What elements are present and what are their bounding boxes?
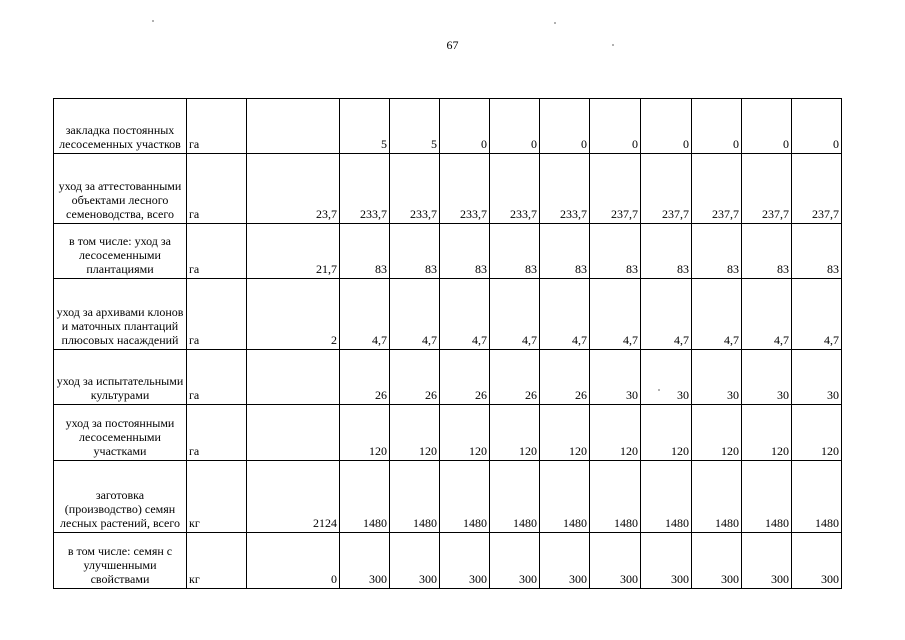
row-value: 0 bbox=[540, 99, 590, 154]
table-row bbox=[54, 279, 842, 350]
row-value bbox=[247, 350, 340, 405]
row-value: 83 bbox=[742, 224, 792, 279]
table-row bbox=[54, 154, 842, 224]
row-value: 83 bbox=[792, 224, 842, 279]
row-label: в том числе: семян с улучшенными свойствами bbox=[54, 533, 187, 589]
row-value: 1480 bbox=[742, 461, 792, 533]
scan-speck bbox=[152, 20, 154, 22]
row-value: 300 bbox=[641, 533, 692, 589]
row-value bbox=[247, 405, 340, 461]
row-value: 120 bbox=[742, 405, 792, 461]
row-value: 1480 bbox=[792, 461, 842, 533]
row-value: 4,7 bbox=[340, 279, 390, 350]
row-value: 237,7 bbox=[792, 154, 842, 224]
row-value: 0 bbox=[590, 99, 641, 154]
row-label: заготовка (производство) семян лесных растений, всего bbox=[54, 461, 187, 533]
row-value: 26 bbox=[440, 350, 490, 405]
row-value: 233,7 bbox=[390, 154, 440, 224]
row-value: 83 bbox=[692, 224, 742, 279]
row-value: 30 bbox=[590, 350, 641, 405]
row-value: 120 bbox=[792, 405, 842, 461]
row-unit: кг bbox=[187, 533, 247, 589]
table-row bbox=[54, 350, 842, 405]
row-value: 83 bbox=[641, 224, 692, 279]
row-value: 26 bbox=[540, 350, 590, 405]
row-value: 4,7 bbox=[540, 279, 590, 350]
row-value bbox=[247, 99, 340, 154]
row-value: 4,7 bbox=[641, 279, 692, 350]
row-value: 1480 bbox=[590, 461, 641, 533]
table-row bbox=[54, 461, 842, 533]
row-value: 0 bbox=[692, 99, 742, 154]
row-value: 120 bbox=[440, 405, 490, 461]
table-row bbox=[54, 405, 842, 461]
row-value: 5 bbox=[390, 99, 440, 154]
row-value: 237,7 bbox=[742, 154, 792, 224]
row-value: 120 bbox=[641, 405, 692, 461]
row-value: 1480 bbox=[340, 461, 390, 533]
row-unit: га bbox=[187, 405, 247, 461]
row-unit: га bbox=[187, 279, 247, 350]
row-value: 4,7 bbox=[590, 279, 641, 350]
row-value: 300 bbox=[490, 533, 540, 589]
row-value: 83 bbox=[540, 224, 590, 279]
row-value: 300 bbox=[390, 533, 440, 589]
row-value: 120 bbox=[590, 405, 641, 461]
row-value: 120 bbox=[490, 405, 540, 461]
row-value: 83 bbox=[590, 224, 641, 279]
table-row bbox=[54, 533, 842, 589]
row-value: 4,7 bbox=[440, 279, 490, 350]
row-value: 0 bbox=[792, 99, 842, 154]
row-unit: га bbox=[187, 224, 247, 279]
row-value: 26 bbox=[340, 350, 390, 405]
row-value: 237,7 bbox=[590, 154, 641, 224]
row-value: 300 bbox=[340, 533, 390, 589]
row-value: 300 bbox=[540, 533, 590, 589]
table-row bbox=[54, 224, 842, 279]
row-value: 4,7 bbox=[490, 279, 540, 350]
row-value: 300 bbox=[742, 533, 792, 589]
row-value: 4,7 bbox=[742, 279, 792, 350]
row-value: 5 bbox=[340, 99, 390, 154]
row-label: уход за испытательными культурами bbox=[54, 350, 187, 405]
row-value: 300 bbox=[792, 533, 842, 589]
row-label: закладка постоянных лесосеменных участков bbox=[54, 99, 187, 154]
row-value: 120 bbox=[390, 405, 440, 461]
row-value: 26 bbox=[490, 350, 540, 405]
row-value: 1480 bbox=[390, 461, 440, 533]
row-value: 300 bbox=[692, 533, 742, 589]
row-value: 30 bbox=[742, 350, 792, 405]
row-value: 2 bbox=[247, 279, 340, 350]
row-value: 1480 bbox=[692, 461, 742, 533]
row-value: 300 bbox=[590, 533, 641, 589]
scan-speck bbox=[554, 22, 556, 24]
data-table bbox=[53, 98, 842, 589]
row-unit: га bbox=[187, 99, 247, 154]
row-value: 233,7 bbox=[540, 154, 590, 224]
row-value: 30 bbox=[692, 350, 742, 405]
row-value: 83 bbox=[390, 224, 440, 279]
scan-speck bbox=[612, 44, 614, 46]
row-label: уход за архивами клонов и маточных плантаций плюсовых насаждений bbox=[54, 279, 187, 350]
row-value: 21,7 bbox=[247, 224, 340, 279]
row-unit: га bbox=[187, 154, 247, 224]
row-value: 233,7 bbox=[340, 154, 390, 224]
row-value: 4,7 bbox=[390, 279, 440, 350]
row-unit: га bbox=[187, 350, 247, 405]
row-value: 0 bbox=[490, 99, 540, 154]
row-label: уход за аттестованными объектами лесного семеноводства, всего bbox=[54, 154, 187, 224]
row-value: 0 bbox=[440, 99, 490, 154]
row-value: 83 bbox=[340, 224, 390, 279]
table-row bbox=[54, 99, 842, 154]
row-value: 237,7 bbox=[692, 154, 742, 224]
row-value: 0 bbox=[742, 99, 792, 154]
row-value: 30 bbox=[792, 350, 842, 405]
row-value: 83 bbox=[490, 224, 540, 279]
row-value: 0 bbox=[641, 99, 692, 154]
row-value: 120 bbox=[340, 405, 390, 461]
row-value: 1480 bbox=[490, 461, 540, 533]
row-value: 2124 bbox=[247, 461, 340, 533]
row-value: 1480 bbox=[540, 461, 590, 533]
row-value: 4,7 bbox=[692, 279, 742, 350]
row-value: 30 bbox=[641, 350, 692, 405]
row-value: 83 bbox=[440, 224, 490, 279]
row-value: 300 bbox=[440, 533, 490, 589]
row-value: 120 bbox=[540, 405, 590, 461]
scan-speck bbox=[658, 389, 660, 391]
table-body bbox=[54, 99, 842, 589]
row-value: 26 bbox=[390, 350, 440, 405]
row-value: 237,7 bbox=[641, 154, 692, 224]
row-value: 233,7 bbox=[440, 154, 490, 224]
row-value: 1480 bbox=[440, 461, 490, 533]
page-number: 67 bbox=[446, 38, 459, 52]
row-value: 1480 bbox=[641, 461, 692, 533]
row-value: 4,7 bbox=[792, 279, 842, 350]
row-unit: кг bbox=[187, 461, 247, 533]
row-value: 23,7 bbox=[247, 154, 340, 224]
row-value: 120 bbox=[692, 405, 742, 461]
row-value: 233,7 bbox=[490, 154, 540, 224]
row-value: 0 bbox=[247, 533, 340, 589]
row-label: уход за постоянными лесосеменными участками bbox=[54, 405, 187, 461]
row-label: в том числе: уход за лесосеменными плантациями bbox=[54, 224, 187, 279]
